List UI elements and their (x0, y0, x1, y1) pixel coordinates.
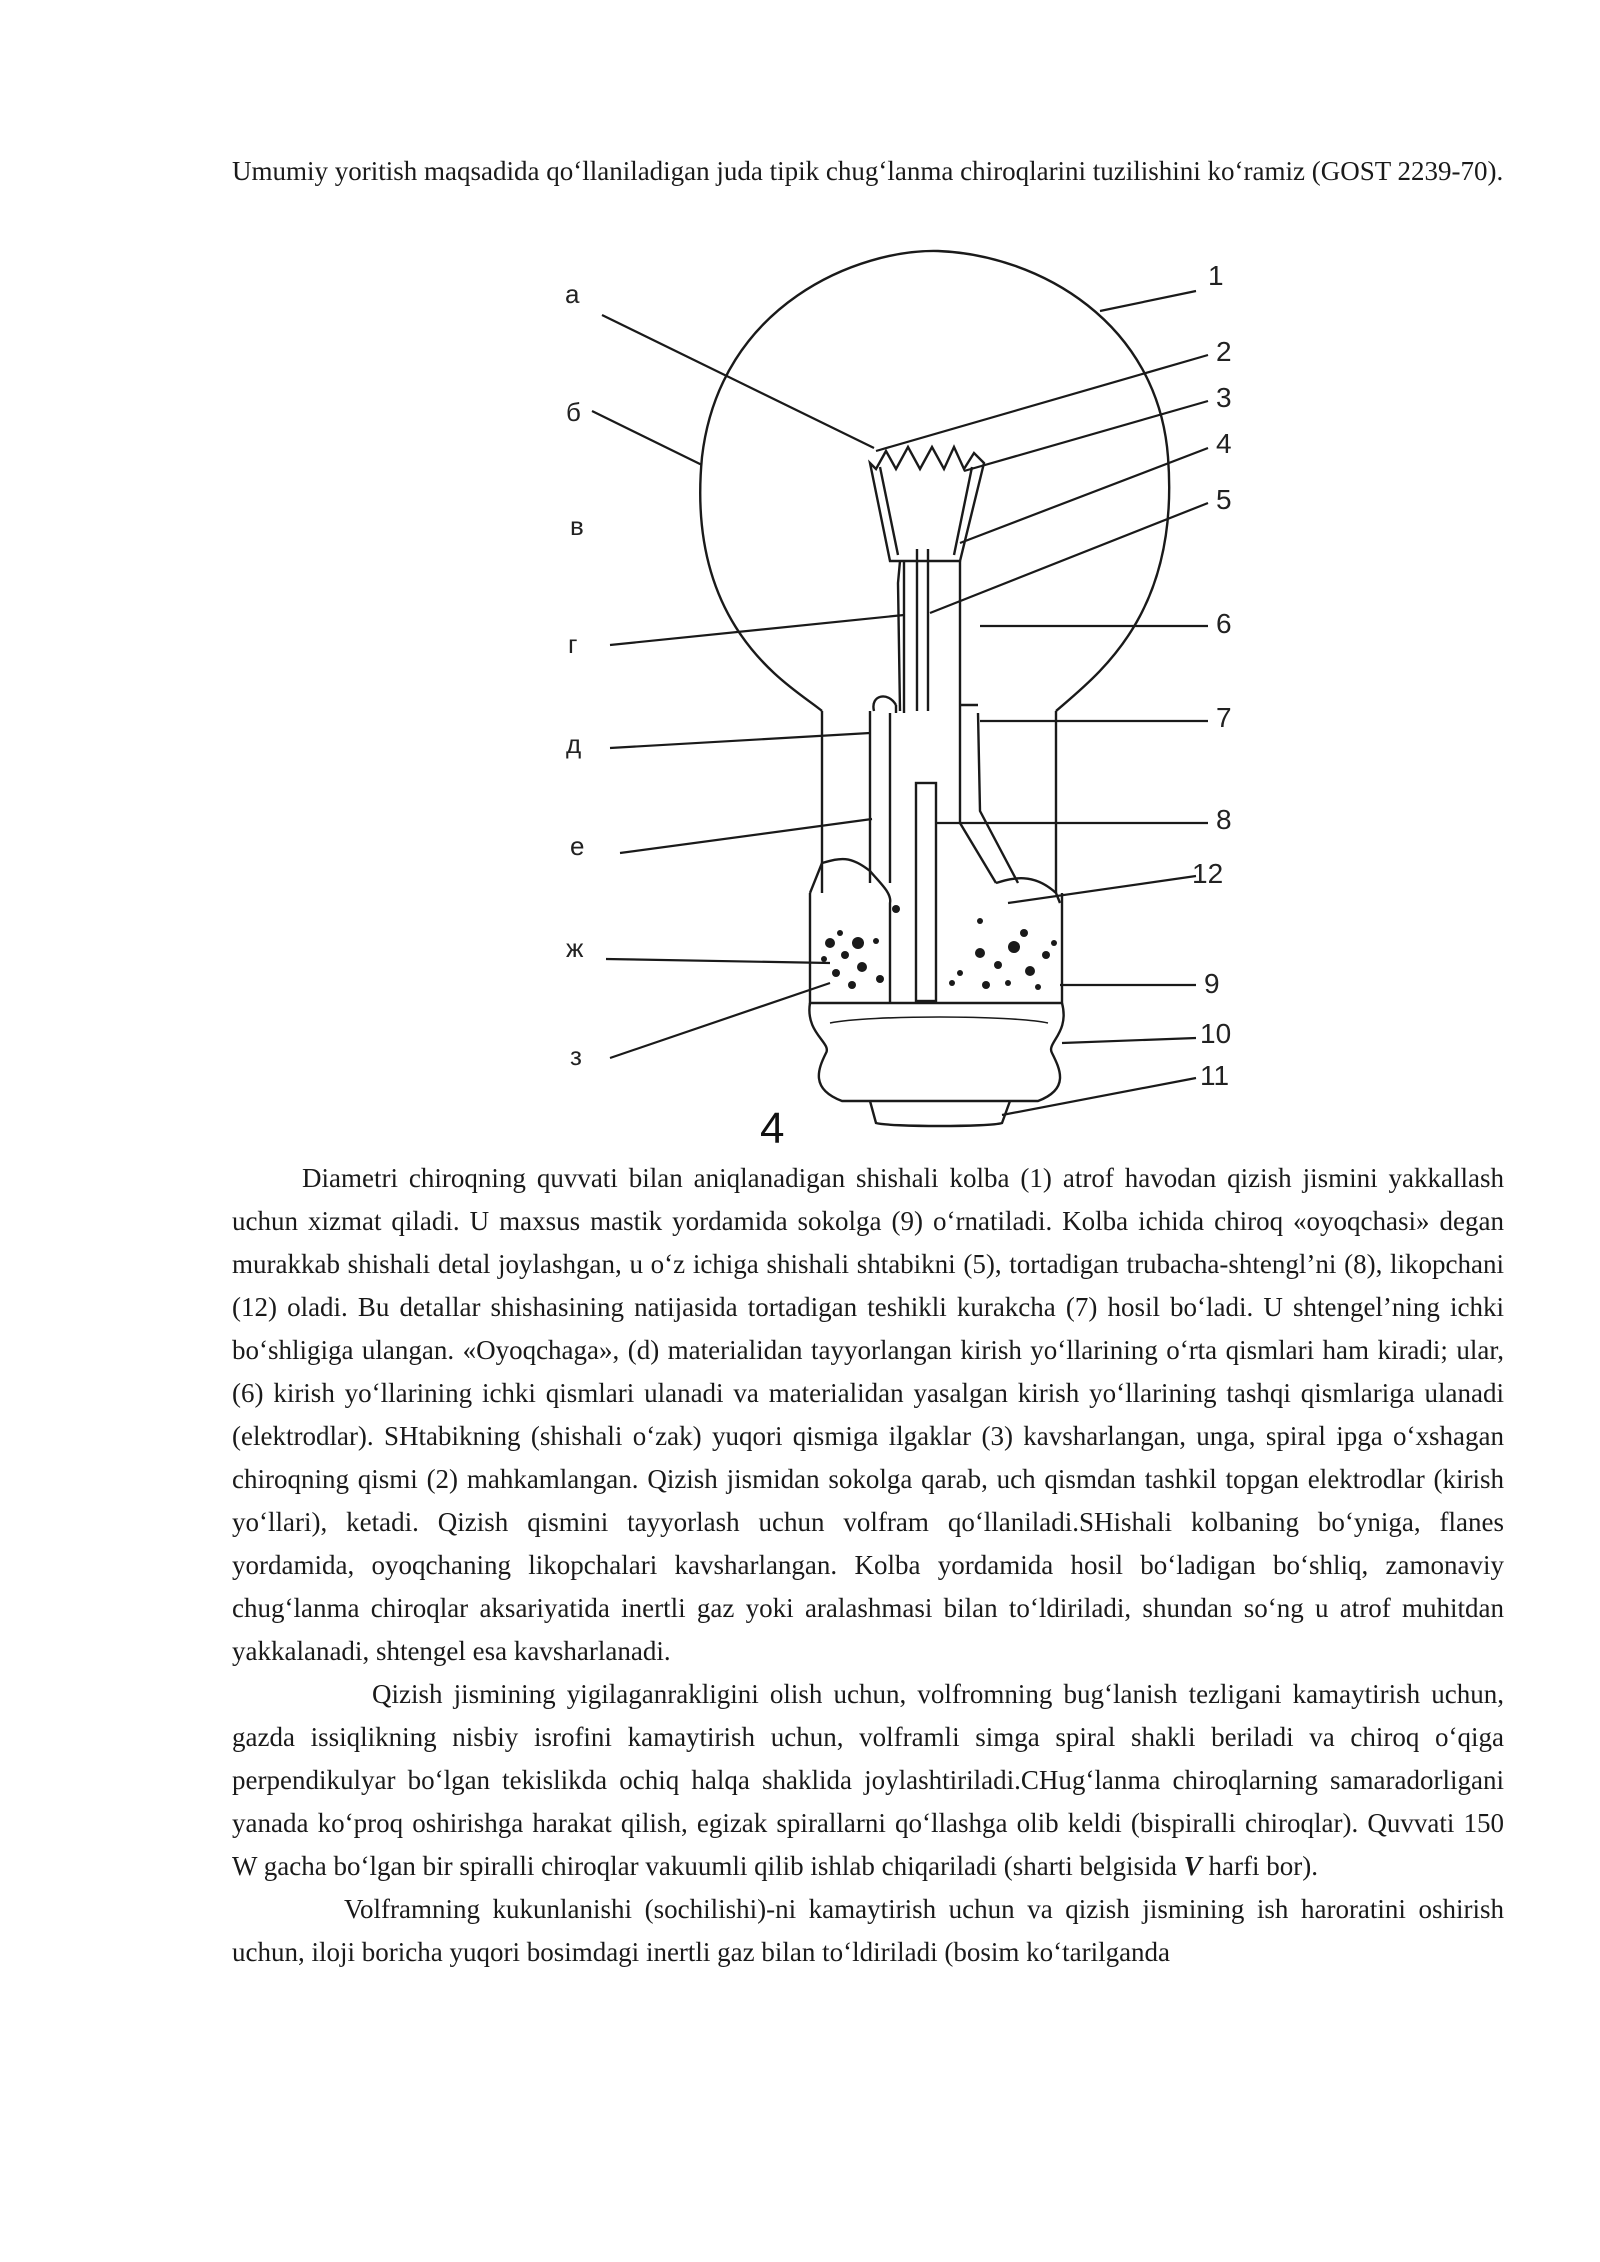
lamp-diagram (540, 243, 1260, 1153)
label-z: з (570, 1041, 582, 1071)
bulb-outline (700, 251, 1169, 711)
label-v: в (570, 511, 584, 541)
label-4: 4 (1216, 428, 1232, 459)
label-5: 5 (1216, 484, 1232, 515)
contact-plate (870, 1101, 1010, 1126)
figure-number: 4 (760, 1104, 785, 1153)
label-8: 8 (1216, 804, 1232, 835)
mastic-speckles (821, 905, 1057, 990)
label-12: 12 (1192, 858, 1224, 889)
stem-flare (873, 696, 896, 711)
label-10: 10 (1200, 1018, 1232, 1049)
label-a: а (565, 279, 580, 309)
label-e: е (570, 831, 585, 861)
left-labels (565, 279, 584, 1071)
label-6: 6 (1216, 608, 1232, 639)
paragraph-gas-fill: Volframning kukunlanishi (sochilishi)-ni kamaytirish uchun va qizish jismining ish haroratini oshirish uchun, iloji boricha yuqori bosimdagi inertli gaz bilan to‘ldiriladi (bosim ko‘tarilganda (232, 1894, 1504, 1967)
label-3: 3 (1216, 382, 1232, 413)
intro-paragraph-block (232, 150, 1504, 193)
label-d: д (566, 729, 582, 759)
label-zh: ж (566, 933, 584, 963)
paragraph-spiral (232, 1673, 1504, 1888)
right-labels (1192, 260, 1232, 1091)
label-11: 11 (1200, 1060, 1230, 1091)
vacuum-symbol: V (1183, 1851, 1202, 1881)
body-text-block (232, 1157, 1504, 1974)
label-2: 2 (1216, 336, 1232, 367)
label-9: 9 (1204, 968, 1220, 999)
paragraph-spiral-tail: harfi bor). (1208, 1851, 1318, 1881)
label-g: г (568, 629, 578, 659)
paragraph-spiral-main: Qizish jismining yigilaganrakligini olish uchun, volfromning bug‘lanish tezligani kamaytirish uchun, gazda issiqlikning nisbiy isrofini kamaytirish uchun, volframli simga spiral shakli beriladi va chiroq o‘qiga perpendikulyar bo‘lgan tekislikda ochiq halqa shaklida joylashtiriladi.CHug‘lanma chiroqlarning samaradorligani yanada ko‘proq oshirishga harakat qilish, egizak spirallarni qo‘llashga olib keldi (bispiralli chiroqlar). Quvvati 150 W gacha bo‘lgan bir spiralli chiroqlar vakuumli qilib ishlab chiqariladi (sharti belgisida (232, 1679, 1504, 1881)
paragraph-kolba: Diametri chiroqning quvvati bilan aniqlanadigan shishali kolba (1) atrof havodan qizish jismini yakkallash uchun xizmat qiladi. U maxsus mastik yordamida sokolga (9) o‘rnatiladi. Kolba ichida chiroq «oyoqchasi» degan murakkab shishali detal joylashgan, u o‘z ichiga shishali shtabikni (5), tortadigan trubacha-shtengl’ni (8), likopchani (12) oladi. Bu detallar shishasining natijasida tortadigan teshikli kurakcha (7) hosil bo‘ladi. U shtengel’ning ichki bo‘shligiga ulangan. «Oyoqchaga», (d) materialidan tayyorlangan kirish yo‘llarining o‘rta qismlari ham kiradi; ular, (6) kirish yo‘llarining ichki qismlari ulanadi va materialidan yasalgan kirish yo‘llarining tashqi qismlariga ulanadi (elektrodlar). SHtabikning (shishali o‘zak) yuqori qismiga ilgaklar (3) kavsharlangan, unga, spiral ipga o‘xshagan chiroqning qismi (2) mahkamlangan. Qizish jismidan sokolga qarab, uch qismdan tashkil topgan elektrodlar (kirish yo‘llari), ketadi. Qizish qismini tayyorlash uchun volfram qo‘llaniladi.SHishali kolbaning bo‘yniga, flanes yordamida, oyoqchaning likopchalari kavsharlangan. Kolba yordamida hosil bo‘ladigan bo‘shliq, zamonaviy chug‘lanma chiroqlar aksariyatida inertli gaz yoki aralashmasi bilan to‘ldiriladi, shundan so‘ng u atrof muhitdan yakkalanadi, shtengel esa kavsharlanadi. (232, 1163, 1504, 1666)
lamp-diagram-svg (540, 243, 1260, 1153)
label-1: 1 (1208, 260, 1224, 291)
label-7: 7 (1216, 702, 1232, 733)
intro-paragraph: Umumiy yoritish maqsadida qo‘llaniladigan juda tipik chug‘lanma chiroqlarini tuzilishini ko‘ramiz (GOST 2239-70). (232, 156, 1504, 186)
exhaust-tube (916, 783, 936, 1001)
label-b: б (566, 397, 581, 427)
